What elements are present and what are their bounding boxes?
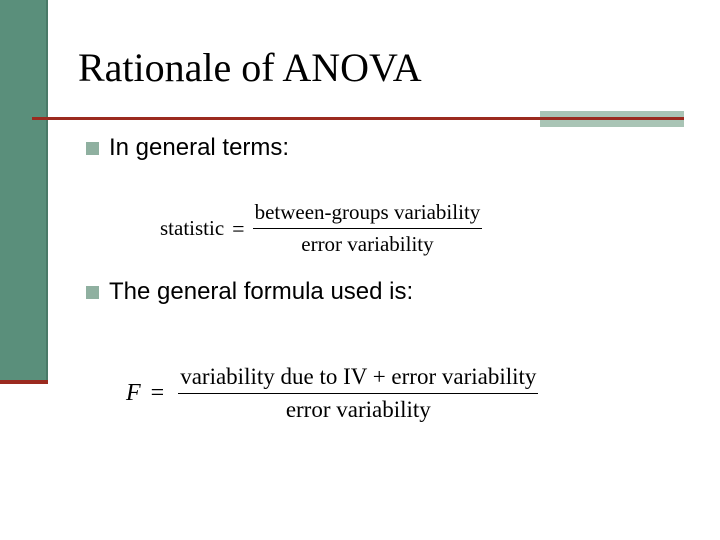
formula-lhs: statistic bbox=[160, 216, 225, 240]
formula-denominator: error variability bbox=[285, 397, 431, 422]
bullet-square-icon bbox=[86, 142, 99, 155]
formula-denominator: error variability bbox=[301, 232, 434, 256]
formula-fraction bbox=[178, 364, 538, 423]
slide-title: Rationale of ANOVA bbox=[78, 45, 422, 90]
bullet-square-icon bbox=[86, 286, 99, 299]
title-rule-line bbox=[540, 117, 684, 120]
bullet-text: In general terms: bbox=[109, 134, 290, 161]
bullet-text: The general formula used is: bbox=[109, 278, 414, 305]
formula-numerator: between-groups variability bbox=[254, 200, 481, 224]
formula-equals: = bbox=[150, 380, 165, 406]
formula-numerator: variability due to IV + error variability bbox=[180, 364, 537, 389]
formula-fraction bbox=[253, 200, 483, 257]
formula-equals: = bbox=[232, 215, 245, 241]
formula-f-ratio bbox=[126, 364, 538, 423]
formula-lhs: F bbox=[126, 380, 141, 406]
left-accent-bar bbox=[0, 0, 48, 380]
bullet-general-terms bbox=[86, 134, 289, 162]
formula-statistic bbox=[160, 200, 482, 257]
left-accent-bar-underline bbox=[0, 380, 48, 384]
bullet-general-formula bbox=[86, 278, 413, 306]
